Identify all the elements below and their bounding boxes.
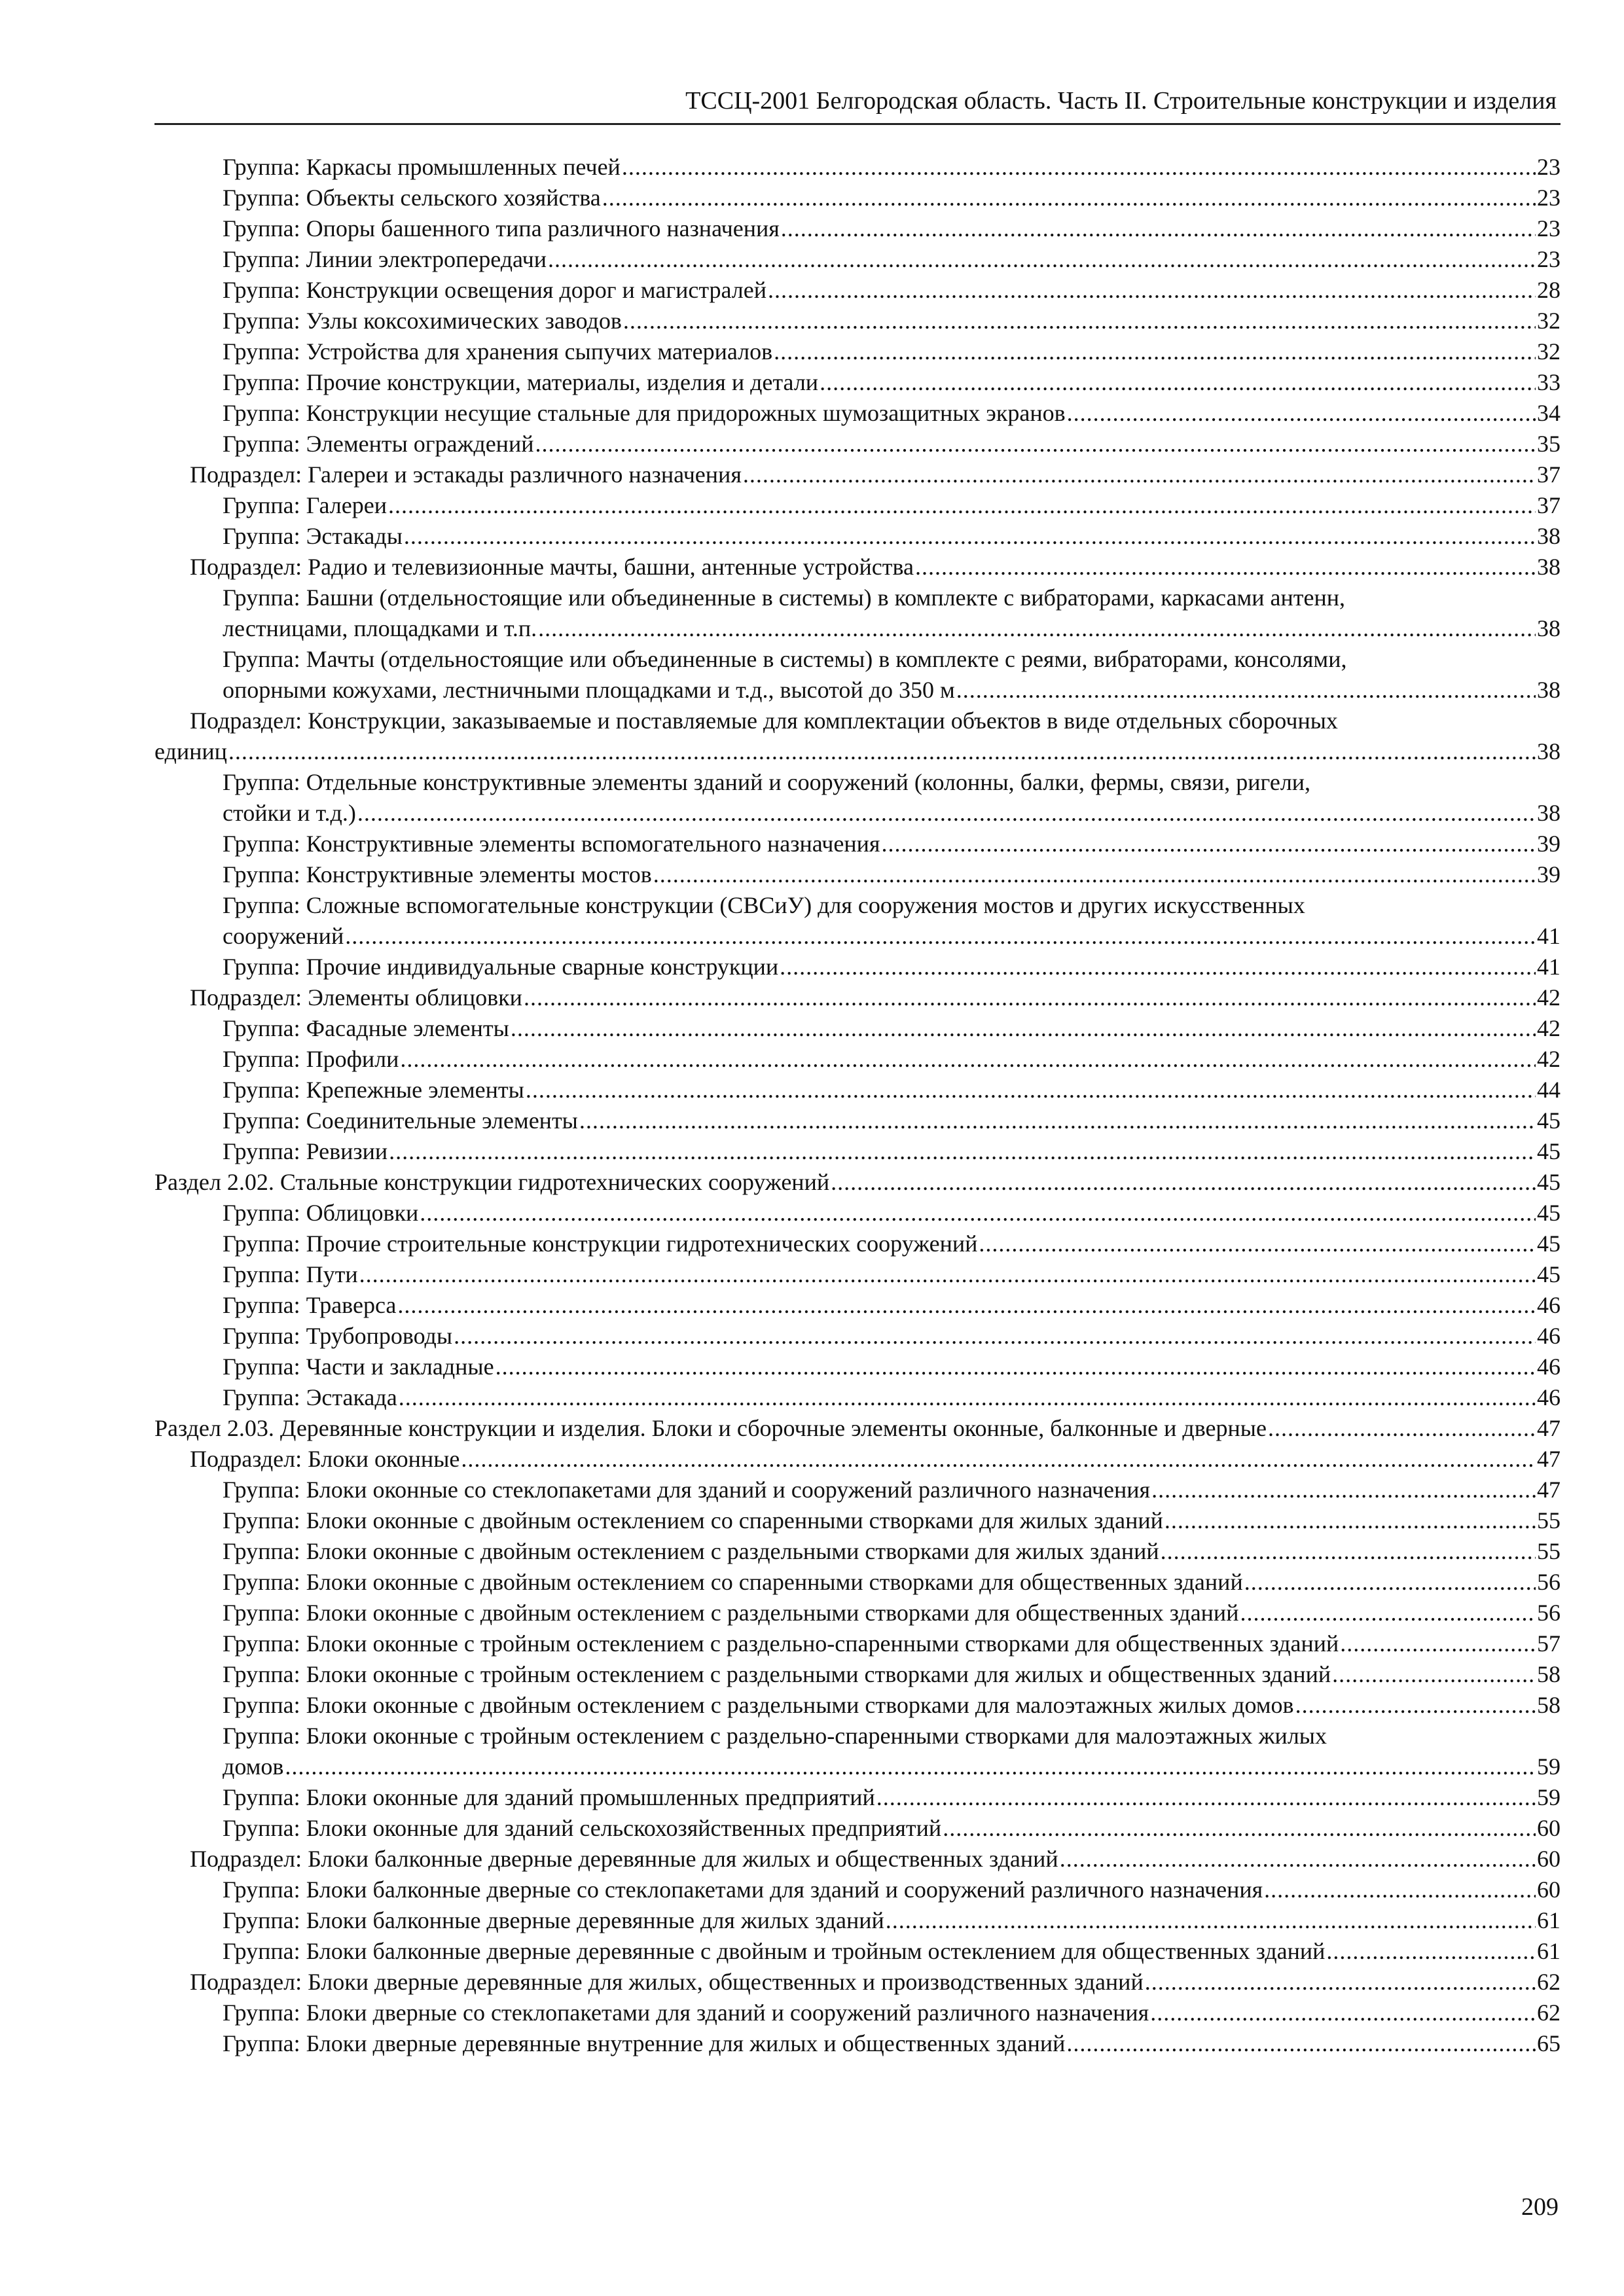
toc-entry[interactable] (154, 367, 1561, 398)
toc-entry[interactable] (154, 1905, 1561, 1936)
toc-entry-title: Подраздел: Блоки оконные (190, 1446, 460, 1472)
toc-entry-page: 45 (1537, 1107, 1561, 1134)
toc-entry-title: Группа: Облицовки (223, 1200, 419, 1226)
dot-leader (579, 1105, 1536, 1136)
dot-leader (345, 921, 1536, 952)
toc-entry-page: 56 (1537, 1569, 1561, 1595)
toc-entry-title: Группа: Профили (223, 1046, 399, 1072)
toc-entry[interactable] (154, 521, 1561, 552)
toc-entry[interactable] (154, 1044, 1561, 1075)
toc-entry[interactable] (154, 1105, 1561, 1136)
toc-entry[interactable] (154, 1413, 1561, 1444)
toc-entry-page: 60 (1537, 1876, 1561, 1903)
dot-leader (524, 982, 1536, 1013)
toc-entry[interactable] (154, 1598, 1561, 1628)
dot-leader (420, 1198, 1536, 1229)
toc-entry-page: 45 (1537, 1261, 1561, 1287)
toc-entry-page: 41 (1537, 954, 1561, 980)
toc-entry-page: 59 (1537, 1784, 1561, 1810)
toc-entry-title: Группа: Траверса (223, 1292, 397, 1318)
toc-entry-title: Группа: Прочие конструкции, материалы, изделия и детали (223, 369, 819, 395)
toc-entry-title-line: Группа: Блоки оконные с тройным остеклением с раздельно-спаренными створками для малоэтажных жилых (223, 1723, 1327, 1749)
toc-entry-title: сооружений (223, 923, 344, 949)
toc-entry-page: 23 (1537, 185, 1561, 211)
toc-entry-title: Группа: Ревизии (223, 1138, 388, 1164)
dot-leader (359, 1259, 1536, 1290)
toc-entry[interactable] (154, 459, 1561, 490)
toc-entry-title: Группа: Блоки балконные дверные со стеклопакетами для зданий и сооружений различного назначения (223, 1876, 1263, 1903)
toc-entry[interactable] (154, 1659, 1561, 1690)
dot-leader (388, 490, 1536, 521)
toc-entry[interactable] (154, 1536, 1561, 1567)
toc-entry[interactable] (154, 1813, 1561, 1844)
toc-entry-title: Группа: Блоки оконные с двойным остеклением со спаренными створками для жилых зданий (223, 1507, 1163, 1534)
toc-entry[interactable] (154, 552, 1561, 583)
dot-leader (820, 367, 1536, 398)
dot-leader (1067, 398, 1536, 429)
dot-leader (526, 1075, 1536, 1105)
toc-entry[interactable] (154, 398, 1561, 429)
toc-entry-page: 38 (1537, 800, 1561, 826)
dot-leader (400, 1044, 1536, 1075)
toc-entry[interactable] (154, 244, 1561, 275)
toc-entry-page: 46 (1537, 1354, 1561, 1380)
toc-entry-page: 47 (1537, 1415, 1561, 1441)
toc-entry-title: домов (223, 1753, 284, 1780)
toc-entry-title: Группа: Блоки дверные со стеклопакетами для зданий и сооружений различного назначения (223, 2000, 1149, 2026)
toc-entry-title: Группа: Пути (223, 1261, 358, 1287)
toc-entry-page: 42 (1537, 984, 1561, 1011)
toc-entry-page: 39 (1537, 831, 1561, 857)
toc-entry-title: Группа: Блоки балконные дверные деревянные для жилых зданий (223, 1907, 884, 1933)
toc-entry[interactable] (154, 1259, 1561, 1290)
running-header (154, 84, 1561, 125)
toc-entry[interactable] (154, 1782, 1561, 1813)
dot-leader (622, 152, 1536, 183)
toc-entry-title: Группа: Блоки оконные с двойным остеклением с раздельными створками для малоэтажных жилых домов (223, 1692, 1294, 1718)
toc-entry-page: 57 (1537, 1630, 1561, 1657)
toc-entry-title: Группа: Блоки оконные с двойным остеклением со спаренными створками для общественных зданий (223, 1569, 1243, 1595)
toc-entry-title: Группа: Элементы ограждений (223, 431, 534, 457)
toc-entry-page: 45 (1537, 1169, 1561, 1195)
toc-entry[interactable] (154, 1290, 1561, 1321)
toc-entry-page: 45 (1537, 1138, 1561, 1164)
header-title: ТССЦ-2001 Белгородская область. Часть II. Строительные конструкции и изделия (685, 87, 1557, 115)
toc-entry[interactable] (154, 1352, 1561, 1382)
dot-leader (979, 1229, 1536, 1259)
dot-leader (496, 1352, 1536, 1382)
toc-entry[interactable] (154, 306, 1561, 336)
toc-entry-title: Группа: Узлы коксохимических заводов (223, 308, 622, 334)
dot-leader (876, 1782, 1536, 1813)
toc-entry[interactable] (154, 1998, 1561, 2028)
toc-entry-page: 47 (1537, 1446, 1561, 1472)
toc-entry-title: Подраздел: Элементы облицовки (190, 984, 522, 1011)
toc-entry[interactable] (154, 1444, 1561, 1475)
toc-entry-page: 23 (1537, 215, 1561, 242)
toc-entry[interactable] (154, 490, 1561, 521)
toc-entry-title: Группа: Прочие индивидуальные сварные конструкции (223, 954, 779, 980)
toc-entry-page: 59 (1537, 1753, 1561, 1780)
dot-leader (743, 459, 1536, 490)
toc-entry[interactable] (154, 1567, 1561, 1598)
toc-entry-page: 38 (1537, 738, 1561, 764)
toc-entry-title: Группа: Блоки оконные с двойным остеклением с раздельными створками для общественных зданий (223, 1600, 1239, 1626)
toc-entry-page: 23 (1537, 246, 1561, 272)
toc-entry-title: Подраздел: Блоки дверные деревянные для жилых, общественных и производственных зданий (190, 1969, 1144, 1995)
toc-entry-page: 61 (1537, 1938, 1561, 1964)
toc-entry-title: Группа: Блоки дверные деревянные внутренние для жилых и общественных зданий (223, 2030, 1066, 2056)
toc-entry-page: 37 (1537, 492, 1561, 518)
toc-entry[interactable] (154, 1690, 1561, 1721)
toc-entry-title: Группа: Опоры башенного типа различного назначения (223, 215, 780, 242)
toc-entry[interactable] (154, 2028, 1561, 2059)
page-number: 209 (1521, 2193, 1559, 2221)
dot-leader (1268, 1413, 1536, 1444)
dot-leader (1264, 1874, 1536, 1905)
toc-entry-title: Группа: Конструкции несущие стальные для придорожных шумозащитных экранов (223, 400, 1066, 426)
dot-leader (397, 1290, 1536, 1321)
toc-entry-title: Группа: Крепежные элементы (223, 1077, 524, 1103)
toc-entry[interactable] (154, 336, 1561, 367)
dot-leader (1145, 1967, 1536, 1998)
toc-entry[interactable] (154, 152, 1561, 183)
toc-entry-page: 56 (1537, 1600, 1561, 1626)
toc-entry-title-line: Группа: Сложные вспомогательные конструкции (СВСиУ) для сооружения мостов и других искусственных (223, 892, 1305, 918)
toc-entry[interactable] (154, 829, 1561, 859)
toc-entry-title: Подраздел: Радио и телевизионные мачты, башни, антенные устройства (190, 554, 914, 580)
dot-leader (1161, 1536, 1536, 1567)
toc-entry-title: Группа: Блоки балконные дверные деревянные с двойным и тройным остеклением для общественных зданий (223, 1938, 1326, 1964)
dot-leader (454, 1321, 1536, 1352)
toc-entry[interactable] (154, 183, 1561, 213)
dot-leader (1332, 1659, 1536, 1690)
toc-entry-title-line: Группа: Башни (отдельностоящие или объединенные в системы) в комплекте с вибраторами, каркасами антенн, (223, 584, 1345, 611)
toc-entry-page: 42 (1537, 1046, 1561, 1072)
dot-leader (602, 183, 1536, 213)
toc-entry-title: единиц (154, 738, 227, 764)
toc-entry[interactable] (154, 1229, 1561, 1259)
dot-leader (768, 275, 1536, 306)
toc-entry-page: 46 (1537, 1323, 1561, 1349)
toc-entry-page: 61 (1537, 1907, 1561, 1933)
toc-entry-page: 34 (1537, 400, 1561, 426)
toc-entry-title: Группа: Эстакада (223, 1384, 397, 1410)
toc-entry-page: 32 (1537, 338, 1561, 365)
toc-entry[interactable] (154, 644, 1561, 706)
toc-entry[interactable] (154, 890, 1561, 952)
dot-leader (1340, 1628, 1536, 1659)
toc-entry[interactable] (154, 859, 1561, 890)
toc-entry-title: Группа: Конструктивные элементы вспомогательного назначения (223, 831, 880, 857)
dot-leader (404, 521, 1536, 552)
dot-leader (535, 429, 1536, 459)
toc-entry-title: Группа: Каркасы промышленных печей (223, 154, 621, 180)
dot-leader (1060, 1844, 1536, 1874)
toc-entry[interactable] (154, 1874, 1561, 1905)
toc-entry-title: лестницами, площадками и т.п. (223, 615, 537, 641)
toc-entry-page: 42 (1537, 1015, 1561, 1041)
toc-entry-page: 38 (1537, 523, 1561, 549)
toc-entry-title: Группа: Блоки оконные для зданий промышленных предприятий (223, 1784, 875, 1810)
toc-entry-title: Группа: Конструкции освещения дорог и магистралей (223, 277, 767, 303)
dot-leader (886, 1905, 1536, 1936)
toc-entry-title: Группа: Блоки оконные с тройным остеклением с раздельно-спаренными створками для общественных зданий (223, 1630, 1339, 1657)
toc-entry[interactable] (154, 952, 1561, 982)
toc-entry[interactable] (154, 1475, 1561, 1505)
dot-leader (653, 859, 1536, 890)
toc-entry[interactable] (154, 1967, 1561, 1998)
toc-entry-title: Группа: Соединительные элементы (223, 1107, 578, 1134)
toc-entry-page: 58 (1537, 1661, 1561, 1687)
toc-entry-title: Подраздел: Галереи и эстакады различного назначения (190, 461, 742, 488)
dot-leader (461, 1444, 1536, 1475)
dot-leader (389, 1136, 1536, 1167)
toc-entry-title: Группа: Блоки оконные с двойным остеклением с раздельными створками для жилых зданий (223, 1538, 1159, 1564)
toc-entry[interactable] (154, 982, 1561, 1013)
toc-entry[interactable] (154, 1198, 1561, 1229)
dot-leader (623, 306, 1536, 336)
dot-leader (1066, 2028, 1536, 2059)
toc-entry[interactable] (154, 1844, 1561, 1874)
dot-leader (1150, 1998, 1536, 2028)
toc-entry-title: Группа: Галереи (223, 492, 387, 518)
toc-entry-title-line: Группа: Мачты (отдельностоящие или объединенные в системы) в комплекте с реями, вибраторами, консолями, (223, 646, 1347, 672)
dot-leader (915, 552, 1536, 583)
dot-leader (357, 798, 1536, 829)
dot-leader (1151, 1475, 1536, 1505)
toc-entry[interactable] (154, 213, 1561, 244)
toc-entry-title: Группа: Фасадные элементы (223, 1015, 509, 1041)
toc-entry-page: 45 (1537, 1200, 1561, 1226)
toc-entry-title: Группа: Блоки оконные для зданий сельскохозяйственных предприятий (223, 1815, 942, 1841)
toc-entry-page: 55 (1537, 1507, 1561, 1534)
dot-leader (399, 1382, 1536, 1413)
dot-leader (781, 213, 1536, 244)
toc-entry-title: Подраздел: Блоки балконные дверные деревянные для жилых и общественных зданий (190, 1846, 1058, 1872)
toc-entry-title: Группа: Линии электропередачи (223, 246, 547, 272)
toc-entry-page: 45 (1537, 1230, 1561, 1257)
toc-entry[interactable] (154, 767, 1561, 829)
toc-entry[interactable] (154, 1382, 1561, 1413)
toc-entry-title: Раздел 2.03. Деревянные конструкции и изделия. Блоки и сборочные элементы оконные, балконные и дверные (154, 1415, 1267, 1441)
toc-entry-page: 55 (1537, 1538, 1561, 1564)
toc-entry-page: 38 (1537, 615, 1561, 641)
toc-entry[interactable] (154, 1167, 1561, 1198)
toc-entry-title: Группа: Трубопроводы (223, 1323, 453, 1349)
toc-entry-title: Группа: Эстакады (223, 523, 403, 549)
toc-entry[interactable] (154, 1136, 1561, 1167)
toc-entry-title: Группа: Объекты сельского хозяйства (223, 185, 601, 211)
table-of-contents (154, 152, 1561, 2059)
dot-leader (831, 1167, 1536, 1198)
toc-entry-title-line: Группа: Отдельные конструктивные элементы зданий и сооружений (колонны, балки, фермы, связи, ригели, (223, 769, 1311, 795)
toc-entry-page: 62 (1537, 1969, 1561, 1995)
toc-entry-page: 35 (1537, 431, 1561, 457)
dot-leader (538, 613, 1536, 644)
toc-entry-page: 44 (1537, 1077, 1561, 1103)
toc-entry[interactable] (154, 429, 1561, 459)
dot-leader (774, 336, 1536, 367)
toc-entry[interactable] (154, 1321, 1561, 1352)
toc-entry-page: 46 (1537, 1384, 1561, 1410)
dot-leader (881, 829, 1536, 859)
dot-leader (1244, 1567, 1536, 1598)
toc-entry-page: 62 (1537, 2000, 1561, 2026)
dot-leader (1164, 1505, 1536, 1536)
toc-entry[interactable] (154, 583, 1561, 644)
toc-entry-page: 65 (1537, 2030, 1561, 2056)
toc-entry-page: 37 (1537, 461, 1561, 488)
toc-entry[interactable] (154, 1628, 1561, 1659)
toc-entry-page: 38 (1537, 554, 1561, 580)
toc-entry-page: 41 (1537, 923, 1561, 949)
dot-leader (943, 1813, 1536, 1844)
toc-entry-page: 46 (1537, 1292, 1561, 1318)
dot-leader (780, 952, 1536, 982)
toc-entry-title: Группа: Конструктивные элементы мостов (223, 861, 652, 888)
dot-leader (1240, 1598, 1536, 1628)
toc-entry-title: Группа: Блоки оконные со стеклопакетами для зданий и сооружений различного назначения (223, 1477, 1151, 1503)
dot-leader (1295, 1690, 1536, 1721)
toc-entry[interactable] (154, 706, 1561, 767)
toc-entry-title: Группа: Блоки оконные с тройным остеклением с раздельными створками для жилых и общественных зданий (223, 1661, 1331, 1687)
toc-entry[interactable] (154, 1721, 1561, 1782)
toc-entry[interactable] (154, 275, 1561, 306)
dot-leader (228, 736, 1536, 767)
dot-leader (285, 1751, 1536, 1782)
toc-entry-title: стойки и т.д.) (223, 800, 356, 826)
toc-entry-page: 60 (1537, 1815, 1561, 1841)
toc-entry-page: 33 (1537, 369, 1561, 395)
toc-entry-title: Группа: Части и закладные (223, 1354, 494, 1380)
toc-entry-page: 23 (1537, 154, 1561, 180)
toc-entry-page: 60 (1537, 1846, 1561, 1872)
toc-entry[interactable] (154, 1075, 1561, 1105)
dot-leader (956, 675, 1536, 706)
toc-entry-page: 32 (1537, 308, 1561, 334)
toc-entry-page: 47 (1537, 1477, 1561, 1503)
toc-entry-title: Группа: Устройства для хранения сыпучих материалов (223, 338, 773, 365)
dot-leader (548, 244, 1536, 275)
toc-entry-title: Группа: Прочие строительные конструкции гидротехнических сооружений (223, 1230, 978, 1257)
toc-entry[interactable] (154, 1936, 1561, 1967)
toc-entry-page: 39 (1537, 861, 1561, 888)
toc-entry-title: опорными кожухами, лестничными площадками и т.д., высотой до 350 м (223, 677, 955, 703)
toc-entry-title: Раздел 2.02. Стальные конструкции гидротехнических сооружений (154, 1169, 830, 1195)
toc-entry-page: 28 (1537, 277, 1561, 303)
toc-entry-page: 58 (1537, 1692, 1561, 1718)
dot-leader (1326, 1936, 1536, 1967)
toc-entry-title-line: Подраздел: Конструкции, заказываемые и поставляемые для комплектации объектов в виде отдельных сборочных (190, 708, 1338, 734)
toc-entry[interactable] (154, 1505, 1561, 1536)
toc-entry-page: 38 (1537, 677, 1561, 703)
dot-leader (511, 1013, 1536, 1044)
toc-entry[interactable] (154, 1013, 1561, 1044)
